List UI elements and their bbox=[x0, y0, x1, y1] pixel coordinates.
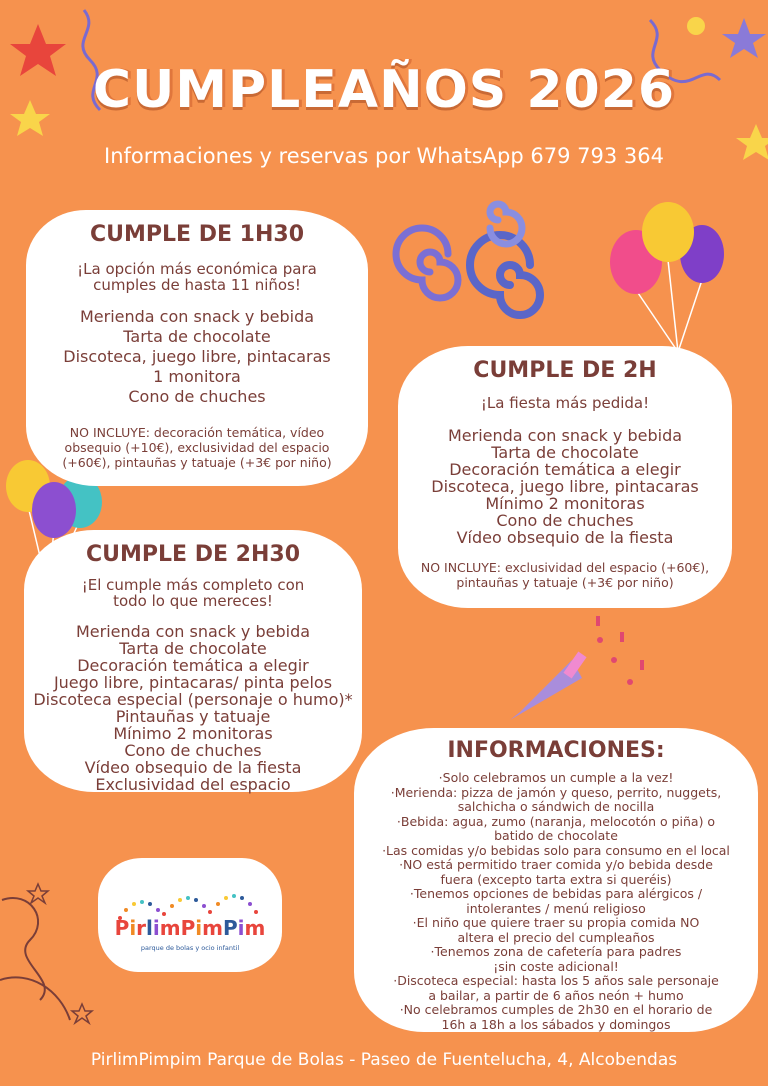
list-item: Cono de chuches bbox=[124, 741, 262, 760]
spiral-icon bbox=[470, 235, 540, 315]
list-item: Vídeo obsequio de la fiesta bbox=[84, 758, 302, 777]
tagline-line: ¡El cumple más completo con bbox=[81, 576, 305, 594]
logo-letter: m bbox=[244, 916, 266, 940]
list-item: Pintauñas y tatuaje bbox=[115, 707, 271, 726]
list-item: Discoteca, juego libre, pintacaras bbox=[63, 347, 331, 366]
logo-letter: P bbox=[180, 916, 196, 940]
list-item: Discoteca especial (personaje o humo)* bbox=[33, 690, 353, 709]
logo-letter: i bbox=[237, 916, 245, 940]
logo-letter: i bbox=[195, 916, 203, 940]
info-line: a bailar, a partir de 6 años neón + humo bbox=[428, 987, 684, 1003]
info-line: ·Merienda: pizza de jamón y queso, perrito, nuggets, bbox=[390, 784, 722, 800]
list-item: Merienda con snack y bebida bbox=[79, 307, 315, 326]
list-item: Merienda con snack y bebida bbox=[447, 426, 683, 445]
logo-letter: r bbox=[136, 916, 147, 940]
card-title: INFORMACIONES: bbox=[447, 738, 665, 763]
tagline-line: todo lo que mereces! bbox=[113, 592, 273, 610]
list-item: Cono de chuches bbox=[128, 387, 266, 406]
tagline-line: ¡La fiesta más pedida! bbox=[480, 394, 650, 412]
list-item: Vídeo obsequio de la fiesta bbox=[456, 528, 674, 547]
info-line: intolerantes / menú religioso bbox=[466, 900, 646, 916]
list-item: Mínimo 2 monitoras bbox=[485, 494, 645, 513]
card-title: CUMPLE DE 2H30 bbox=[85, 542, 301, 567]
logo-letter: i bbox=[152, 916, 160, 940]
card-cumple-2h30 bbox=[24, 530, 362, 792]
card-note: NO INCLUYE: exclusividad del espacio (+60€), pintauñas y tatuaje (+3€ por niño) bbox=[420, 560, 710, 590]
info-line: ¡sin coste adicional! bbox=[493, 958, 619, 974]
info-line: 16h a 18h a los sábados y domingos bbox=[441, 1016, 671, 1032]
logo-name bbox=[98, 916, 282, 940]
card-tagline bbox=[398, 395, 732, 411]
logo-letter: P bbox=[114, 916, 130, 940]
tagline-line: ¡La opción más económica para bbox=[77, 260, 317, 278]
page-title: CUMPLEAÑOS 2026 bbox=[92, 60, 676, 120]
list-item: Tarta de chocolate bbox=[119, 639, 267, 658]
card-title: CUMPLE DE 2H bbox=[473, 358, 657, 383]
card-title: CUMPLE DE 1H30 bbox=[89, 222, 305, 247]
streamer-icon bbox=[0, 977, 70, 1020]
card-items bbox=[26, 307, 368, 407]
info-line: ·Discoteca especial: hasta los 5 años sale personaje bbox=[393, 973, 719, 988]
list-item: Discoteca, juego libre, pintacaras bbox=[431, 477, 699, 496]
list-item: Exclusividad del espacio bbox=[95, 775, 291, 794]
balloons-icon bbox=[610, 202, 724, 352]
yellow-dot-icon bbox=[687, 17, 705, 35]
spiral-icon bbox=[490, 204, 522, 244]
card-note: NO INCLUYE: decoración temática, vídeo obsequio (+10€), exclusividad del espacio (+60€), pintauñas y tatuaje (+3€ por niño) bbox=[62, 425, 332, 470]
sparkle-icon bbox=[28, 884, 92, 1023]
info-line: ·No celebramos cumples de 2h30 en el horario de bbox=[399, 1002, 713, 1017]
logo-letter: i bbox=[129, 916, 137, 940]
list-item: Merienda con snack y bebida bbox=[75, 622, 311, 641]
list-item: Decoración temática a elegir bbox=[77, 656, 309, 675]
list-item: Juego libre, pintacaras/ pinta pelos bbox=[53, 673, 333, 692]
info-line: ·Bebida: agua, zumo (naranja, melocotón o piña) o bbox=[396, 813, 716, 829]
list-item: Tarta de chocolate bbox=[491, 443, 639, 462]
card-cumple-1h30 bbox=[26, 210, 368, 486]
card-tagline bbox=[24, 577, 362, 609]
list-item: 1 monitora bbox=[153, 367, 241, 386]
logo-letter: P bbox=[222, 916, 238, 940]
logo-letter: m bbox=[159, 916, 181, 940]
info-line: ·Las comidas y/o bebidas solo para consumo en el local bbox=[382, 842, 730, 858]
list-item: Tarta de chocolate bbox=[123, 327, 271, 346]
streamer-icon bbox=[2, 898, 45, 1000]
tagline-line: cumples de hasta 11 niños! bbox=[93, 276, 301, 294]
subtitle-contact: Informaciones y reservas por WhatsApp 679 793 364 bbox=[104, 144, 664, 168]
list-item: Mínimo 2 monitoras bbox=[113, 724, 273, 743]
list-item: Decoración temática a elegir bbox=[449, 460, 681, 479]
spiral-icon bbox=[396, 228, 458, 298]
info-line: ·El niño que quiere traer su propia comida NO bbox=[412, 915, 700, 930]
logo-letter: l bbox=[146, 916, 153, 940]
party-horn-icon bbox=[510, 616, 644, 720]
card-items bbox=[24, 623, 362, 793]
card-cumple-2h bbox=[398, 346, 732, 608]
info-line: ·Tenemos opciones de bebidas para alérgicos / bbox=[409, 886, 703, 901]
info-line: ·Solo celebramos un cumple a la vez! bbox=[438, 770, 674, 785]
list-item: Cono de chuches bbox=[496, 511, 634, 530]
pirlimpimpim-logo bbox=[98, 858, 282, 972]
info-list bbox=[354, 771, 758, 1032]
info-line: ·Tenemos zona de cafetería para padres bbox=[430, 944, 682, 959]
card-items bbox=[398, 427, 732, 546]
logo-letter: m bbox=[202, 916, 223, 940]
footer-address: PirlimPimpim Parque de Bolas - Paseo de Fuentelucha, 4, Alcobendas bbox=[90, 1050, 678, 1070]
info-line: ·NO está permitido traer comida y/o bebida desde bbox=[399, 857, 713, 872]
info-line: batido de chocolate bbox=[494, 828, 618, 843]
info-line: salchicha o sándwich de nocilla bbox=[457, 799, 655, 814]
logo-tagline: parque de bolas y ocio infantil bbox=[140, 944, 240, 952]
card-informaciones bbox=[354, 728, 758, 1032]
card-tagline bbox=[26, 261, 368, 293]
info-line: fuera (excepto tarta extra si queréis) bbox=[440, 871, 672, 887]
purple-star-icon bbox=[722, 18, 766, 58]
info-line: altera el precio del cumpleaños bbox=[457, 929, 655, 945]
